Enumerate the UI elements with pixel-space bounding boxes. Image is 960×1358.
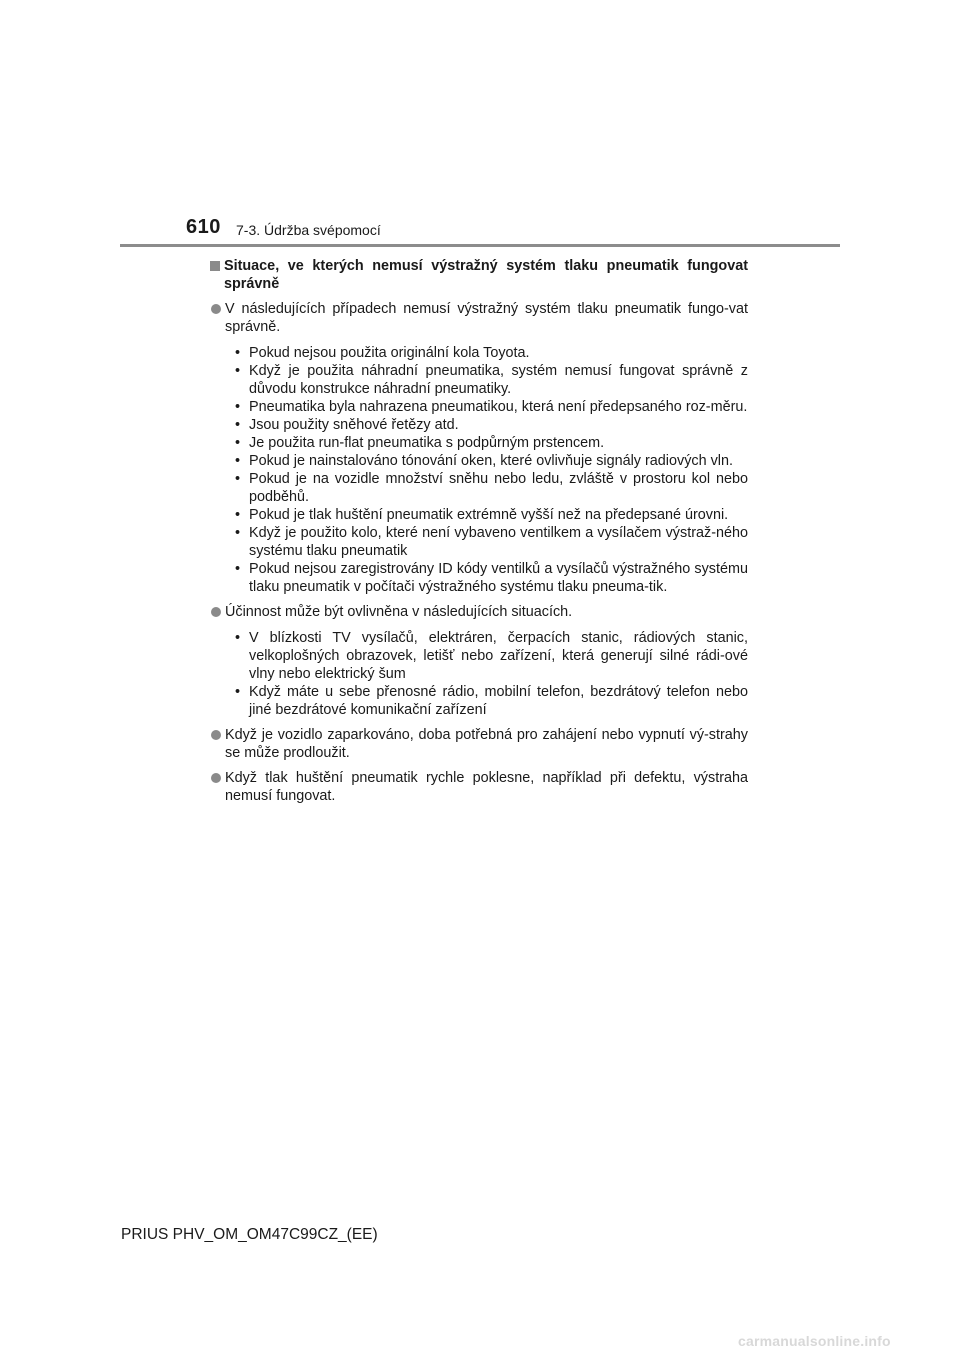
list-item [235,398,748,416]
list-item [235,362,748,398]
bullet-dot-icon: • [235,630,241,646]
topic-item [210,300,748,596]
topic-text: V následujících případech nemusí výstražný systém tlaku pneumatik fungo-vat správně. [225,301,748,335]
list-item-text: Když máte u sebe přenosné rádio, mobilní telefon, bezdrátový telefon nebo jiné bezdrátové komunikační zařízení [249,684,748,718]
list-item [235,524,748,560]
bullet-dot-icon: • [235,471,241,487]
list-item-text: Jsou použity sněhové řetězy atd. [249,417,459,433]
bullet-list [225,344,748,596]
list-item-text: Pokud je tlak huštění pneumatik extrémně vyšší než na předepsané úrovni. [249,507,729,523]
list-item [235,452,748,470]
list-item [235,416,748,434]
list-item [235,344,748,362]
list-item-text: Pokud je nainstalováno tónování oken, které ovlivňuje signály radiových vln. [249,453,733,469]
list-item-text: Pneumatika byla nahrazena pneumatikou, která není předepsaného roz-měru. [249,399,748,415]
topic-text: Účinnost může být ovlivněna v následujících situacích. [225,604,573,620]
topic-item [210,726,748,762]
section-heading [210,257,748,293]
list-item-text: Když je použito kolo, které není vybaveno ventilkem a vysílačem výstraž-ného systému tlaku pneumatik [249,525,748,559]
list-item-text: Když je použita náhradní pneumatika, systém nemusí fungovat správně z důvodu konstrukce náhradní pneumatiky. [249,363,748,397]
list-item-text: V blízkosti TV vysílačů, elektráren, čerpacích stanic, rádiových stanic, velkoplošných obrazovek, letišť nebo zařízení, která generují silné rádi-ové vlny nebo elektrický šum [249,630,748,682]
list-item [235,506,748,524]
list-item [235,434,748,452]
bullet-dot-icon: • [235,525,241,541]
list-item-text: Pokud nejsou zaregistrovány ID kódy ventilků a vysílačů výstražného systému tlaku pneumatik v počítači výstražného systému tlaku pneuma-tik. [249,561,748,595]
bullet-dot-icon: • [235,417,241,433]
topic-text: Když je vozidlo zaparkováno, doba potřebná pro zahájení nebo vypnutí vý-strahy se může prodloužit. [225,727,748,761]
list-item [235,470,748,506]
list-item [235,683,748,719]
topic-item [210,769,748,805]
bullet-dot-icon: • [235,345,241,361]
bullet-dot-icon: • [235,453,241,469]
bullet-dot-icon: • [235,684,241,700]
topic-list [210,300,748,805]
circle-bullet-icon [211,730,221,740]
footer-doc-code: PRIUS PHV_OM_OM47C99CZ_(EE) [121,1226,378,1243]
page-number: 610 [186,216,221,238]
section-title: 7-3. Údržba svépomocí [236,222,381,238]
bullet-dot-icon: • [235,363,241,379]
topic-text: Když tlak huštění pneumatik rychle poklesne, například při defektu, výstraha nemusí fungovat. [225,770,748,804]
circle-bullet-icon [211,304,221,314]
list-item-text: Pokud nejsou použita originální kola Toyota. [249,345,530,361]
square-marker-icon [210,261,220,271]
bullet-dot-icon: • [235,435,241,451]
watermark: carmanualsonline.info [738,1333,891,1349]
bullet-dot-icon: • [235,399,241,415]
bullet-list [225,629,748,719]
bullet-dot-icon: • [235,561,241,577]
topic-item [210,603,748,719]
list-item [235,629,748,683]
circle-bullet-icon [211,607,221,617]
heading-text: Situace, ve kterých nemusí výstražný systém tlaku pneumatik fungovat správně [224,258,748,292]
list-item [235,560,748,596]
list-item-text: Pokud je na vozidle množství sněhu nebo ledu, zvláště v prostoru kol nebo podběhů. [249,471,748,505]
circle-bullet-icon [211,773,221,783]
header-rule [120,244,840,247]
page-content [210,257,748,812]
list-item-text: Je použita run-flat pneumatika s podpůrným prstencem. [249,435,605,451]
bullet-dot-icon: • [235,507,241,523]
